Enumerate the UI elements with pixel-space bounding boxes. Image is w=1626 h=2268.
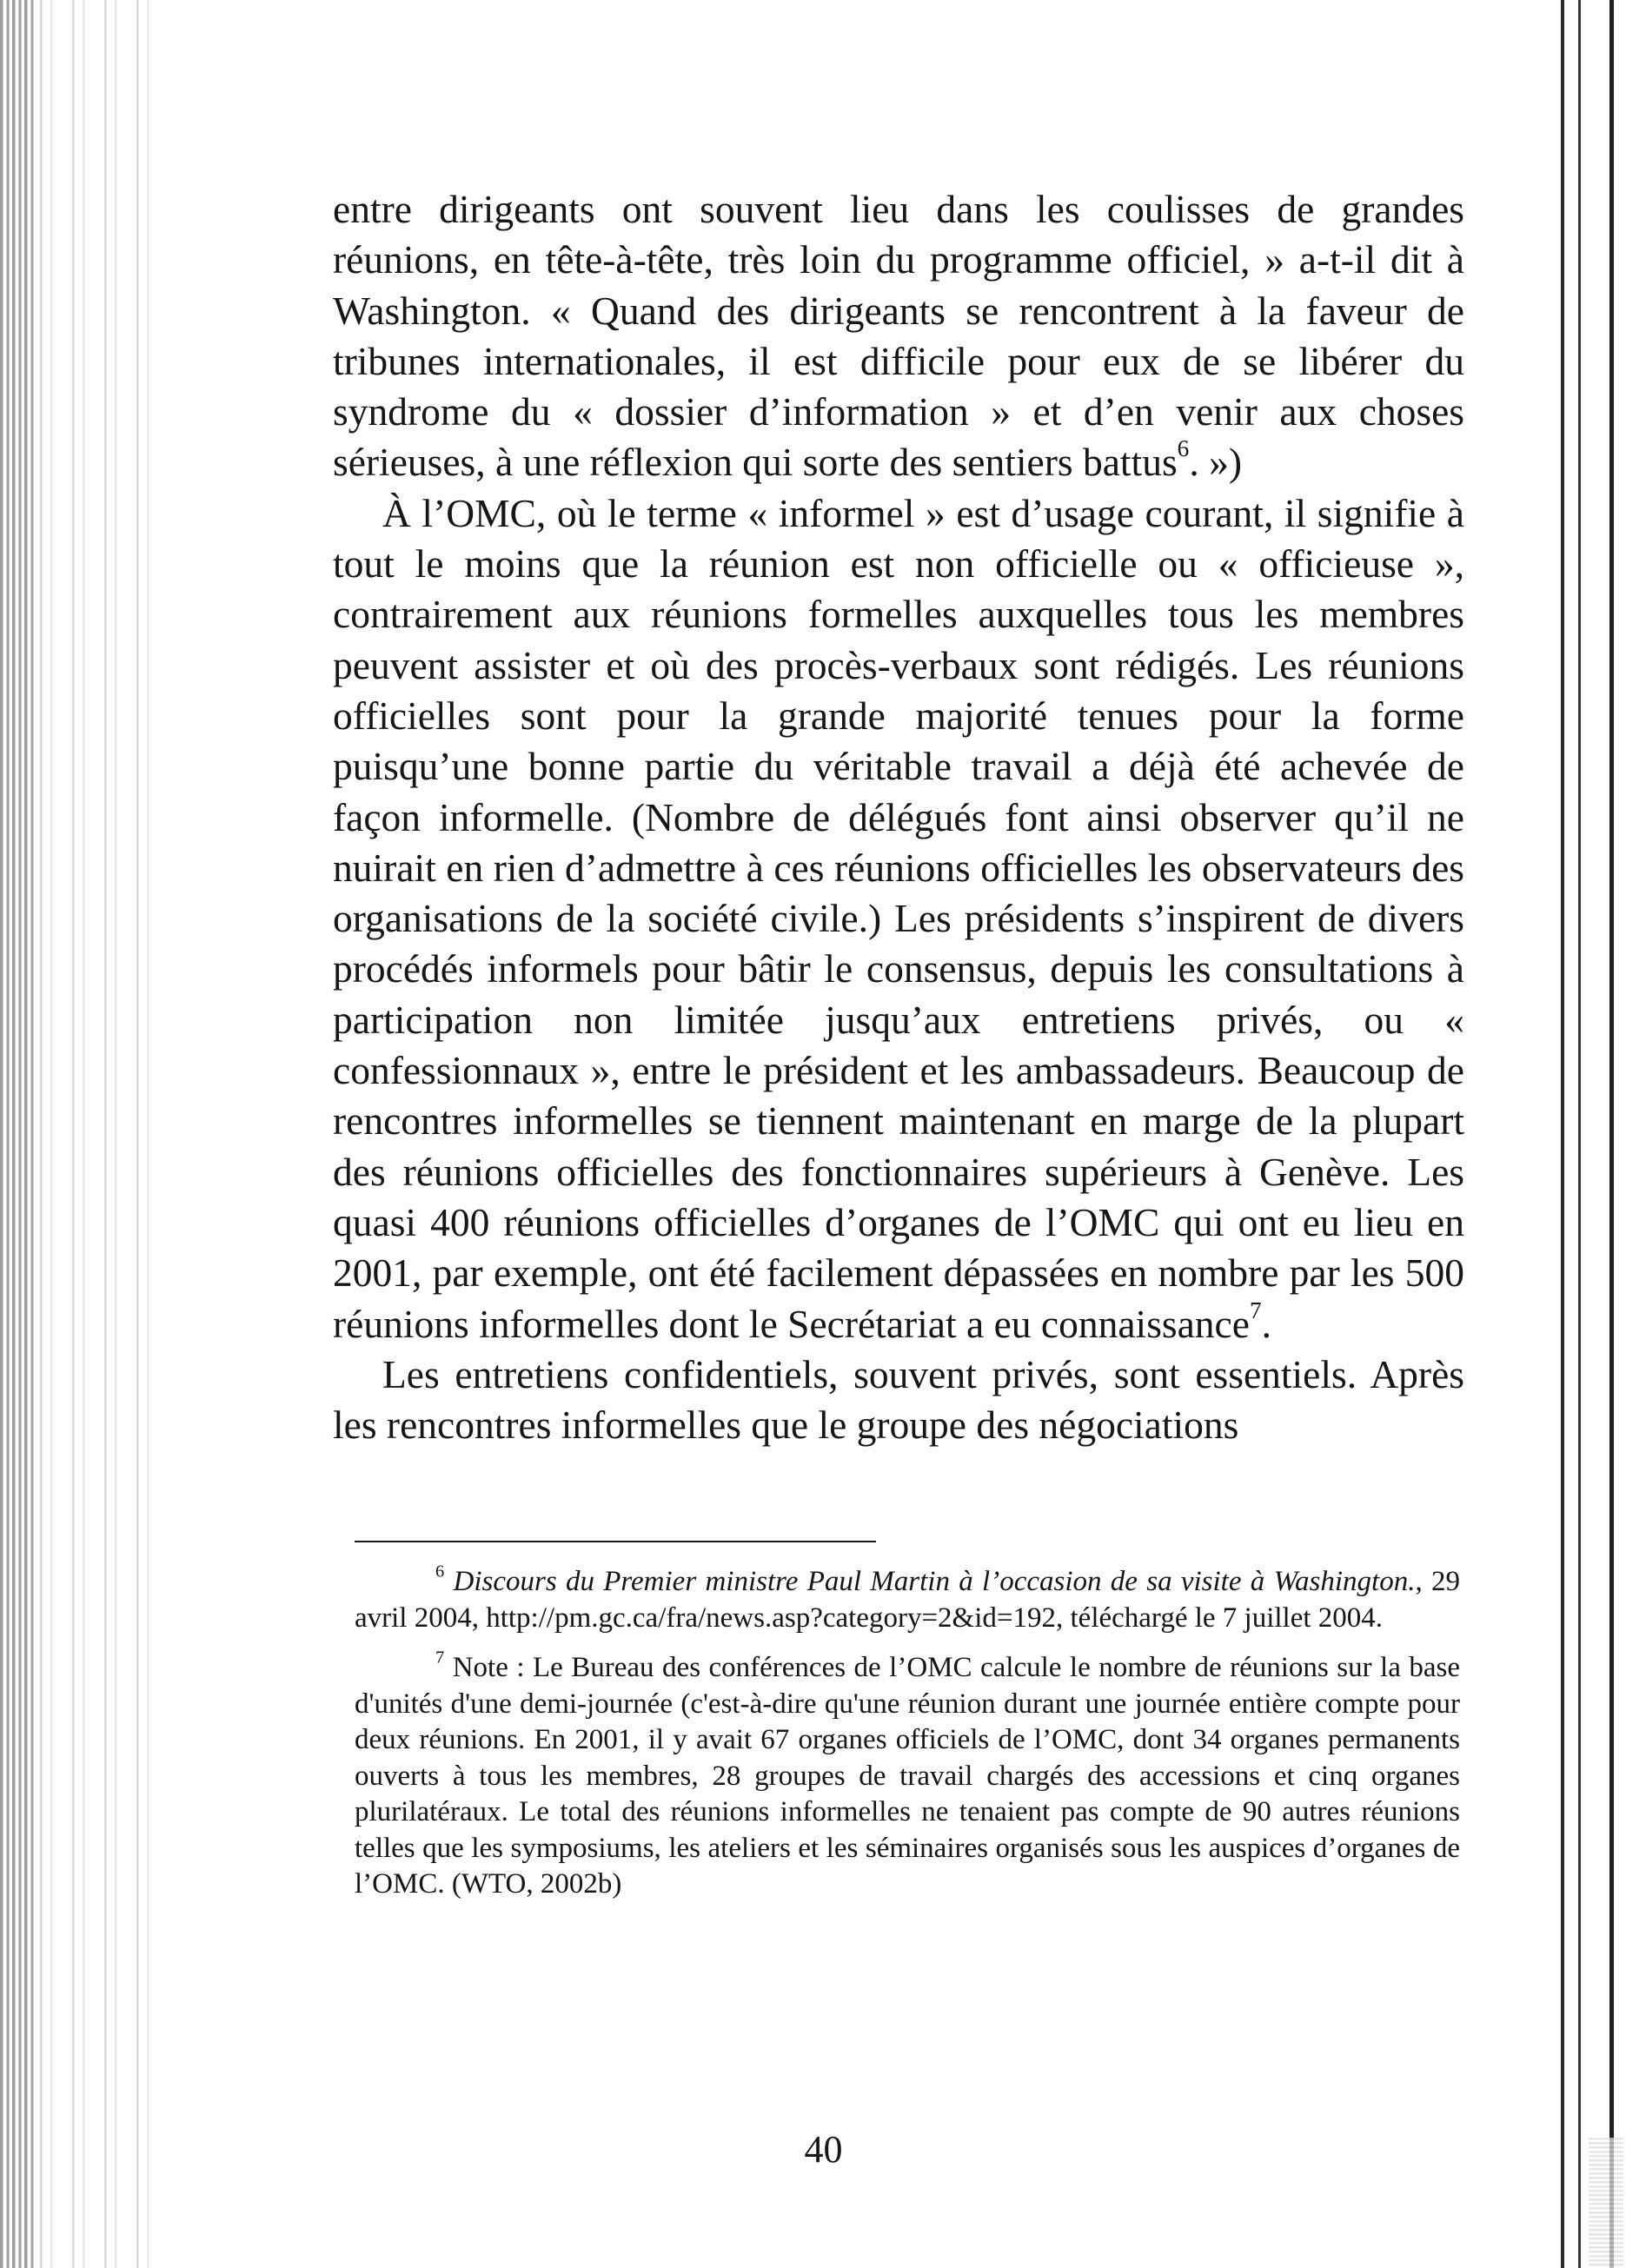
footnote-6-source: Discours du Premier ministre Paul Martin à l’occasion de sa visite à Washington.: [453, 1566, 1416, 1597]
page-number: [0, 2128, 1626, 2172]
paragraph-1-end: . »): [1189, 440, 1242, 485]
footnote-ref-6: 6: [1177, 435, 1190, 462]
footnote-7: [355, 1650, 1460, 1903]
paragraph-2: [333, 488, 1464, 1350]
paragraph-2-end: .: [1261, 1301, 1271, 1346]
paragraph-3-text: Les entretiens confidentiels, souvent privés, sont essentiels. Après les rencontres informelles que le groupe des négociations: [333, 1351, 1464, 1448]
footnote-7-number: 7: [435, 1648, 445, 1668]
paragraph-1: [333, 184, 1464, 488]
footnotes: [355, 1564, 1460, 1903]
footnote-7-text: Note : Le Bureau des conférences de l’OMC calcule le nombre de réunions sur la base d'unités d'une demi-journée (c'est-à-dire qu'une réunion durant une journée entière compte pour deux réunions. En 2001, il y avait 67 organes officiels de l’OMC, dont 34 organes permanents ouverts à tous les membres, 28 groupes de travail chargés des accessions et cinq organes plurilatéraux. Le total des réunions informelles ne tenaient pas compte de 90 autres réunions telles que les symposiums, les ateliers et les séminaires organisés sous les auspices d’organes de l’OMC. (WTO, 2002b): [355, 1652, 1460, 1900]
footnote-6-details: , 29 avril 2004, http://pm.gc.ca/fra/news.asp?category=2&id=192, téléchargé le 7 juillet 2004.: [355, 1566, 1461, 1634]
paragraph-1-text: entre dirigeants ont souvent lieu dans les coulisses de grandes réunions, en tête-à-tête, très loin du programme officiel, » a-t-il dit à Washington. « Quand des dirigeants se rencontrent à la faveur de tribunes internationales, il est difficile pour eux de se libérer du syndrome du « dossier d’information » et d’en venir aux choses sérieuses, à une réflexion qui sorte des sentiers battus: [333, 187, 1464, 485]
footnote-separator: [355, 1541, 876, 1542]
edge-line: [1561, 0, 1564, 2268]
footnote-6: [355, 1564, 1460, 1636]
edge-line: [1609, 0, 1614, 2268]
left-binding-edge: [0, 0, 152, 2268]
edge-line: [1578, 0, 1581, 2268]
paragraph-2-text: À l’OMC, où le terme « informel » est d’usage courant, il signifie à tout le moins que la réunion est non officielle ou « officieuse », contrairement aux réunions formelles auxquelles tous les membres peuvent assister et où des procès-verbaux sont rédigés. Les réunions officielles sont pour la grande majorité tenues pour la forme puisqu’une bonne partie du véritable travail a déjà été achevée de façon informelle. (Nombre de délégués font ainsi observer qu’il ne nuirait en rien d’admettre à ces réunions officielles les observateurs des organisations de la société civile.) Les présidents s’inspirent de divers procédés informels pour bâtir le consensus, depuis les consultations à participation non limitée jusqu’aux entretiens privés, ou « confessionnaux », entre le président et les ambassadeurs. Beaucoup de rencontres informelles se tiennent maintenant en marge de la plupart des réunions officielles des fonctionnaires supérieurs à Genève. Les quasi 400 réunions officielles d’organes de l’OMC qui ont eu lieu en 2001, par exemple, ont été facilement dépassées en nombre par les 500 réunions informelles dont le Secrétariat a eu connaissance: [333, 490, 1464, 1346]
footnote-6-number: 6: [435, 1562, 445, 1582]
paragraph-3: [333, 1350, 1464, 1451]
main-text: [333, 184, 1464, 1450]
footnote-ref-7: 7: [1249, 1296, 1262, 1323]
page-number-text: 40: [804, 2128, 843, 2171]
right-page-edge: [1552, 0, 1626, 2268]
